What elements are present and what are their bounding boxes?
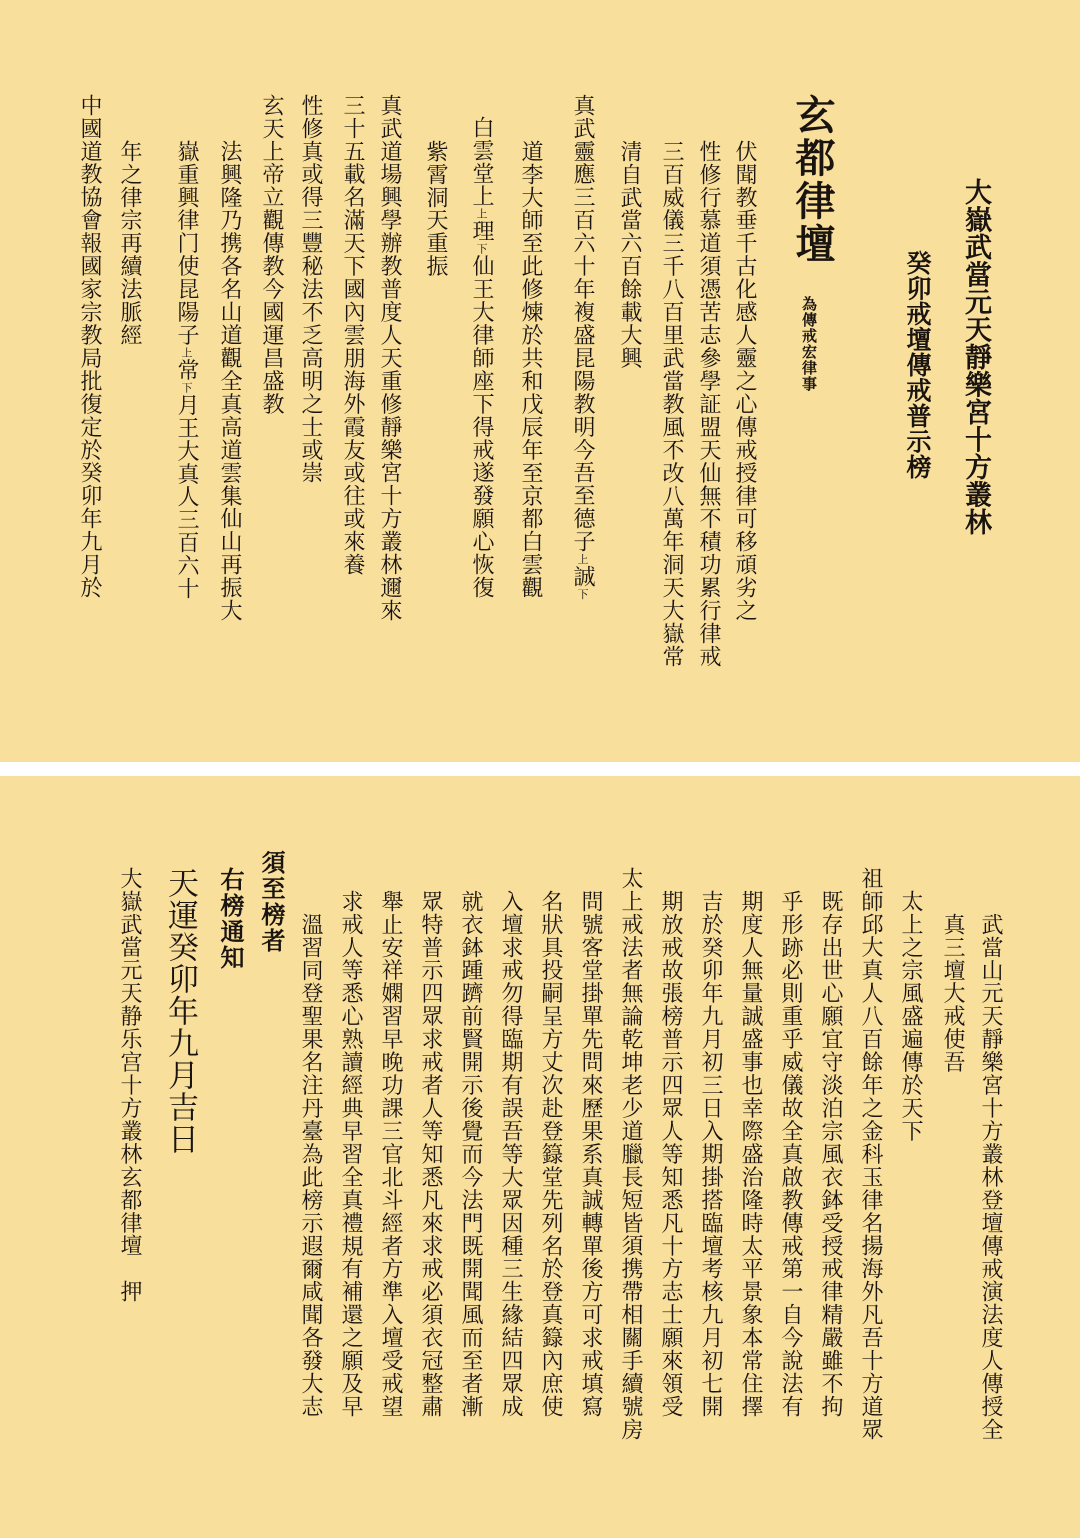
text-line: 溫習同登聖果名注丹臺為此榜示遐爾咸聞各發大志	[298, 913, 323, 1419]
text-line: 太上戒法者無論乾坤老少道臘長短皆須携帶相關手續號房	[618, 867, 643, 1441]
text-line: 法興隆乃携各名山道觀全真高道雲集仙山再振大	[217, 140, 242, 623]
text-segment: 理	[469, 219, 494, 243]
text-line: 真三壇大戒使吾	[940, 913, 965, 1074]
text-segment: 常	[174, 358, 199, 382]
text-line: 年之律宗再續法脈經	[117, 140, 142, 347]
text-segment: 嶽重興律门使昆陽子	[174, 140, 199, 347]
text-line	[175, 140, 197, 600]
text-line: 乎形跡必則重乎威儀故全真啟教傳戒第一自今說法有	[778, 890, 803, 1419]
text-line: 問號客堂掛單先問來歷果系真誠轉單後方可求戒填寫	[578, 890, 603, 1419]
text-line: 清自武當六百餘載大興	[617, 140, 642, 370]
text-line: 入壇求戒勿得臨期有誤吾等大眾因種三生緣結四眾成	[498, 890, 523, 1419]
sub-title: 癸卯戒壇傳戒普示榜	[903, 250, 932, 480]
date-line: 天運癸卯年九月吉日	[162, 867, 198, 1155]
text-segment: 白雲堂上	[469, 116, 494, 208]
text-line: 三百威儀三千八百里武當教風不改八萬年洞天大嶽常	[659, 140, 684, 669]
text-segment: 真武靈應三百六十年複盛昆陽教明今吾至德子	[570, 94, 595, 554]
text-line: 道李大師至此修煉於共和戊辰年至京都白雲觀	[518, 140, 543, 600]
text-segment: 月王大真人三百六十	[174, 393, 199, 601]
text-line: 祖師邱大真人八百餘年之金科玉律名揚海外凡吾十方道眾	[858, 867, 883, 1441]
text-line: 伏聞教垂千古化感人靈之心傳戒授律可移頑劣之	[732, 140, 757, 623]
big-title: 玄都律壇	[789, 94, 836, 266]
note: 為傳戒宏律事	[800, 296, 818, 392]
text-line: 真武道場興學辦教普度人天重修靜樂宮十方叢林邇來	[377, 94, 402, 623]
text-line: 紫霄洞天重振	[423, 140, 448, 278]
main-title: 大嶽武當元天靜樂宮十方叢林	[960, 178, 991, 536]
text-line: 武當山元天靜樂宮十方叢林登壇傳戒演法度人傳授全	[978, 913, 1003, 1442]
text-line: 太上之宗風盛遍傳於天下	[898, 890, 923, 1143]
text-line: 性修行慕道須憑苦志參學証盟天仙無不積功累行律戒	[696, 140, 721, 669]
text-line: 玄天上帝立觀傳教今國運昌盛教	[259, 94, 284, 416]
text-line: 三十五載名滿天下國內雲朋海外霞友或往或來養	[340, 94, 365, 577]
text-line: 期放戒故張榜普示四眾人等知悉凡十方志士願來領受	[658, 890, 683, 1419]
must-notice: 須至榜者	[257, 850, 286, 954]
text-line: 名狀具投嗣呈方丈次赴登籙堂先列名於登真籙內庶使	[538, 890, 563, 1419]
right-notice: 右榜通知	[216, 867, 245, 971]
text-line: 舉止安祥嫻習早晚功課三官北斗經者方準入壇受戒望	[378, 890, 403, 1419]
annotation-lower: 下	[576, 588, 589, 601]
annotation-upper: 上	[475, 207, 488, 220]
text-line: 眾特普示四眾求戒者人等知悉凡來求戒必須衣冠整肅	[418, 890, 443, 1419]
annotation-upper: 上	[576, 553, 589, 566]
text-segment: 仙王大律師座下得戒遂發願心恢復	[469, 254, 494, 600]
annotation-lower: 下	[180, 381, 193, 394]
text-line: 吉於癸卯年九月初三日入期掛搭臨壇考核九月初七開	[698, 890, 723, 1419]
annotation-upper: 上	[180, 346, 193, 359]
signature-line: 大嶽武當元天静乐宫十方叢林玄都律壇 押	[117, 867, 142, 1304]
top-panel	[0, 0, 1080, 762]
bottom-panel	[0, 776, 1080, 1538]
text-segment: 誠	[570, 565, 595, 589]
text-line	[571, 94, 593, 600]
text-line: 性修真或得三豐秘法不乏高明之士或崇	[298, 94, 323, 485]
text-line: 求戒人等悉心熟讀經典早習全真禮規有補還之願及早	[338, 890, 363, 1419]
text-line	[470, 116, 492, 599]
text-line: 既存出世心願宜守淡泊宗風衣鉢受授戒律精嚴雖不拘	[818, 890, 843, 1419]
annotation-lower: 下	[475, 242, 488, 255]
text-line: 中國道教協會報國家宗教局批復定於癸卯年九月於	[77, 94, 102, 600]
text-line: 期度人無量誠盛事也幸際盛治隆時太平景象本常住擇	[738, 890, 763, 1419]
text-line: 就衣鉢踵躋前賢開示後覺而今法門既開聞風而至者漸	[458, 890, 483, 1419]
